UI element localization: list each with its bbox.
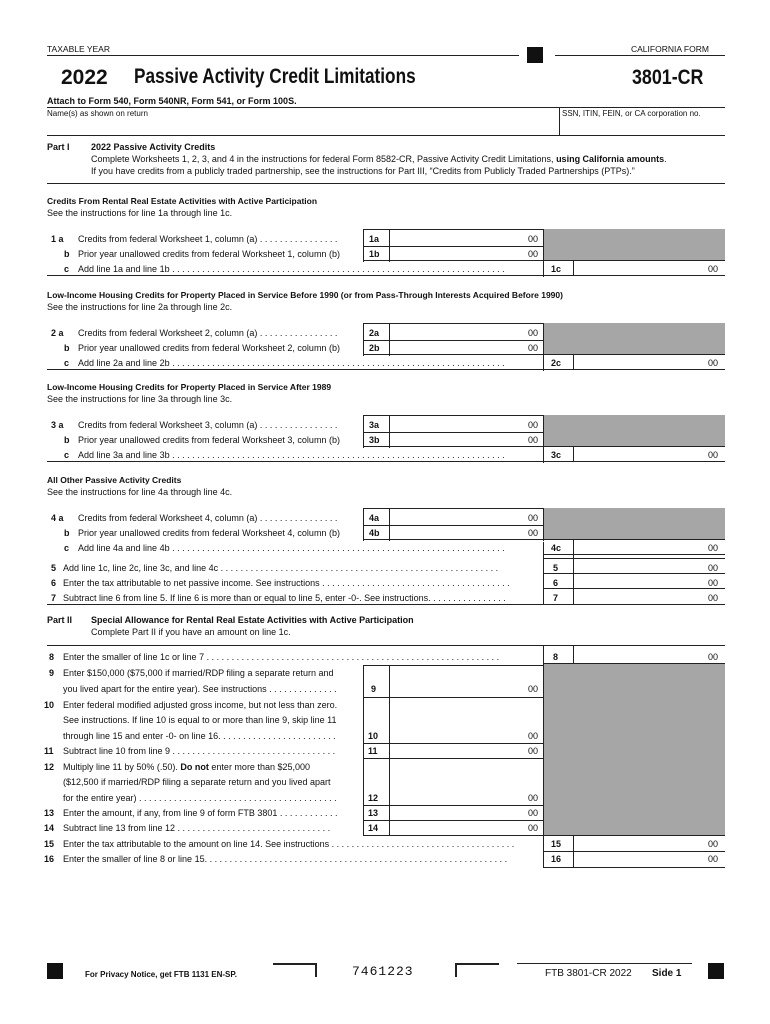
section3-shaded — [544, 415, 725, 447]
line6-number: 6 — [51, 578, 57, 588]
line1c-amount[interactable] — [575, 261, 697, 276]
section2-sub: See the instructions for line 2a through line 2c. — [47, 302, 233, 312]
line12-amount[interactable] — [392, 791, 516, 806]
line2b-amount[interactable] — [392, 341, 516, 356]
line3b-amount[interactable] — [392, 433, 516, 448]
line12-text-a: Multiply line 11 by 50% (.50). Do not enter more than $25,000 — [63, 762, 310, 772]
line10-box-label: 10 — [368, 731, 379, 741]
line1c-cents: 00 — [707, 264, 718, 274]
line10-text-a: Enter federal modified adjusted gross income, but not less than zero. — [63, 700, 338, 710]
section3-right-divider — [573, 446, 574, 462]
line1a-box-label: 1a — [369, 234, 380, 244]
line9-number: 9 — [49, 668, 55, 678]
line2b-cents: 00 — [527, 343, 538, 353]
line2c-amount[interactable] — [575, 355, 697, 370]
line13-text: Enter the amount, if any, from line 9 of form FTB 3801 . . . . . . . . . . . . — [63, 808, 338, 818]
line1a-text: Credits from federal Worksheet 1, column (a) . . . . . . . . . . . . . . . . — [78, 234, 338, 244]
form-title: Passive Activity Credit Limitations — [134, 65, 416, 88]
line3a-cents: 00 — [527, 420, 538, 430]
line10-amount[interactable] — [392, 729, 516, 744]
line1b-text: Prior year unallowed credits from federal Worksheet 1, column (b) — [78, 249, 340, 259]
rule-6-7 — [543, 588, 725, 589]
line4a-number: 4 a — [51, 513, 64, 523]
line16-box-label: 16 — [551, 854, 562, 864]
line3b-letter: b — [64, 435, 70, 445]
line16-amount[interactable] — [575, 852, 697, 867]
line14-cents: 00 — [527, 823, 538, 833]
line1a-number: 1 a — [51, 234, 64, 244]
line15-number: 15 — [44, 839, 55, 849]
footer-form-id: FTB 3801-CR 2022 — [545, 968, 632, 979]
line8-amount[interactable] — [575, 649, 697, 664]
part2-right-col-left — [543, 645, 544, 867]
line11-amount[interactable] — [392, 744, 516, 759]
line10-number: 10 — [44, 700, 55, 710]
mid-rule-top — [363, 665, 543, 666]
rule-5-6 — [543, 573, 725, 574]
form-number: 3801-CR — [632, 66, 704, 89]
part2-sub: Complete Part II if you have an amount on line 1c. — [91, 627, 291, 637]
line4c-amount[interactable] — [575, 540, 697, 555]
line13-box-label: 13 — [368, 808, 379, 818]
line13-number: 13 — [44, 808, 55, 818]
line11-cents: 00 — [527, 746, 538, 756]
line2c-cents: 00 — [707, 358, 718, 368]
line2c-text: Add line 2a and line 2b . . . . . . . . . . . . . . . . . . . . . . . . . . . . . . . . . . . . . . . . . . . . . . . . . . . . . . . . . . . . . . . . . . . — [78, 358, 505, 368]
line9-cents: 00 — [527, 684, 538, 694]
registration-mark — [527, 47, 543, 63]
names-top-rule — [47, 107, 725, 108]
line3a-text: Credits from federal Worksheet 3, column (a) . . . . . . . . . . . . . . . . — [78, 420, 338, 430]
line14-amount[interactable] — [392, 821, 516, 836]
tax-year: 2022 — [61, 66, 108, 89]
section1-shaded — [544, 229, 725, 261]
header-rule-right — [555, 55, 725, 56]
line7-text: Subtract line 6 from line 5. If line 6 is more than or equal to line 5, enter -0-. See instructions. . . . . . . . . . . . . . . . — [63, 593, 506, 603]
form-code: 7461223 — [352, 964, 414, 979]
line1c-box-label: 1c — [551, 264, 562, 274]
section4-heading: All Other Passive Activity Credits — [47, 475, 182, 485]
names-divider — [559, 107, 560, 135]
line5-text: Add line 1c, line 2c, line 3c, and line 4c . . . . . . . . . . . . . . . . . . . . . . . . . . . . . . . . . . . . . . . . . . . . . . . . . . . . . . . . — [63, 563, 499, 573]
line8-number: 8 — [49, 652, 55, 662]
line4b-letter: b — [64, 528, 70, 538]
line11-number: 11 — [44, 746, 54, 756]
section2-rule-top — [363, 323, 543, 324]
line8-cents: 00 — [707, 652, 718, 662]
footer-bracket-2-side — [455, 963, 457, 977]
part2-shaded-area — [544, 663, 725, 835]
section4-rule-top — [363, 508, 543, 509]
section1-rule-top — [363, 229, 543, 230]
line1b-amount[interactable] — [392, 247, 516, 262]
mid-col-divider — [389, 665, 390, 835]
line9-amount[interactable] — [392, 682, 516, 697]
header-rule-left — [47, 55, 519, 56]
mid-col-left — [363, 665, 364, 835]
line2a-cents: 00 — [527, 328, 538, 338]
part1-instructions-1: Complete Worksheets 1, 2, 3, and 4 in the instructions for federal Form 8582-CR, Passive Activity Credit Limitations, using California amounts. — [91, 154, 667, 164]
line3a-box-label: 3a — [369, 420, 380, 430]
line16-number: 16 — [44, 854, 55, 864]
line5-box-label: 5 — [553, 563, 559, 573]
line6-box-label: 6 — [553, 578, 559, 588]
line3c-cents: 00 — [707, 450, 718, 460]
line9-box-label: 9 — [371, 684, 377, 694]
line1c-text: Add line 1a and line 1b . . . . . . . . . . . . . . . . . . . . . . . . . . . . . . . . . . . . . . . . . . . . . . . . . . . . . . . . . . . . . . . . . . . — [78, 264, 505, 274]
part2-rule-16 — [543, 867, 725, 868]
line4c-cents: 00 — [707, 543, 718, 553]
line4a-text: Credits from federal Worksheet 4, column (a) . . . . . . . . . . . . . . . . — [78, 513, 338, 523]
line1b-box-label: 1b — [369, 249, 380, 259]
part2-rule-14 — [543, 835, 725, 836]
section1-sub: See the instructions for line 1a through line 1c. — [47, 208, 233, 218]
attach-text: Attach to Form 540, Form 540NR, Form 541, or Form 100S. — [47, 96, 297, 106]
part2-title: Special Allowance for Rental Real Estate Activities with Active Participation — [91, 615, 414, 625]
line2a-text: Credits from federal Worksheet 2, column (a) . . . . . . . . . . . . . . . . — [78, 328, 338, 338]
line16-cents: 00 — [707, 854, 718, 864]
line14-box-label: 14 — [368, 823, 379, 833]
section2-heading: Low-Income Housing Credits for Property Placed in Service Before 1990 (or from Pass-Through Interests Acquired Before 1990) — [47, 290, 563, 300]
part1-label: Part I — [47, 142, 70, 152]
footer-side: Side 1 — [652, 968, 682, 979]
section2-shaded — [544, 323, 725, 355]
line12-text-c: for the entire year) . . . . . . . . . . . . . . . . . . . . . . . . . . . . . . . . . . . . . . . . — [63, 793, 337, 803]
line12-number: 12 — [44, 762, 55, 772]
line3c-box-label: 3c — [551, 450, 562, 460]
line4b-amount[interactable] — [392, 526, 516, 541]
line2a-number: 2 a — [51, 328, 64, 338]
line12-box-label: 12 — [368, 793, 379, 803]
line12-text-b: ($12,500 if married/RDP filing a separate return and you lived apart — [63, 777, 331, 787]
line3c-text: Add line 3a and line 3b . . . . . . . . . . . . . . . . . . . . . . . . . . . . . . . . . . . . . . . . . . . . . . . . . . . . . . . . . . . . . . . . . . . — [78, 450, 505, 460]
section3-heading: Low-Income Housing Credits for Property Placed in Service After 1989 — [47, 382, 332, 392]
section2-right-divider — [573, 354, 574, 370]
line10-cents: 00 — [527, 731, 538, 741]
mid-rule-9 — [363, 697, 543, 698]
line4a-cents: 00 — [527, 513, 538, 523]
line1a-amount[interactable] — [392, 231, 516, 246]
line15-amount[interactable] — [575, 837, 697, 852]
footer-bracket-2-top — [455, 963, 499, 965]
line4a-box-label: 4a — [369, 513, 380, 523]
part2-rule — [47, 645, 725, 646]
line4c-letter: c — [64, 543, 70, 553]
line9-text-a: Enter $150,000 ($75,000 if married/RDP filing a separate return and — [63, 668, 334, 678]
section1-right-left — [543, 229, 544, 277]
section4-shaded — [544, 508, 725, 540]
line7-number: 7 — [51, 593, 57, 603]
line2c-letter: c — [64, 358, 70, 368]
line4c-box-label: 4c — [551, 543, 562, 553]
line2a-box-label: 2a — [369, 328, 380, 338]
line8-box-label: 8 — [553, 652, 559, 662]
section4-sub: See the instructions for line 4a through line 4c. — [47, 487, 233, 497]
ssn-input[interactable] — [563, 119, 727, 135]
taxable-year-label: TAXABLE YEAR — [47, 44, 110, 54]
section3-rule-top — [363, 415, 543, 416]
line3b-box-label: 3b — [369, 435, 380, 445]
privacy-notice: For Privacy Notice, get FTB 1131 EN-SP. — [85, 970, 237, 979]
line15-cents: 00 — [707, 839, 718, 849]
part1-rule — [47, 183, 725, 184]
line2a-amount[interactable] — [392, 325, 516, 340]
names-input[interactable] — [50, 119, 559, 135]
section1-right-divider — [573, 260, 574, 276]
footer-mark-left — [47, 963, 63, 979]
line3a-number: 3 a — [51, 420, 64, 430]
line5-number: 5 — [51, 563, 57, 573]
line10-text-c: through line 15 and enter -0- on line 16. . . . . . . . . . . . . . . . . . . . . . . . — [63, 731, 336, 741]
line1a-cents: 00 — [527, 234, 538, 244]
part1-bottom-rule — [47, 604, 725, 605]
footer-bracket-1-side — [315, 963, 317, 977]
part1-instructions-2: If you have credits from a publicly traded partnership, see the instructions for Part III, “Credits from Publicly Traded Partnerships (PTPs).” — [91, 166, 635, 176]
line3b-cents: 00 — [527, 435, 538, 445]
line5-cents: 00 — [707, 563, 718, 573]
line4b-text: Prior year unallowed credits from federal Worksheet 4, column (b) — [78, 528, 340, 538]
line6-text: Enter the tax attributable to net passive income. See instructions . . . . . . . . . . . . . . . . . . . . . . . . . . . . . . . . . . . . . . — [63, 578, 510, 588]
ssn-label: SSN, ITIN, FEIN, or CA corporation no. — [562, 109, 701, 118]
line7-amount[interactable] — [575, 590, 697, 605]
footer-right-rule — [517, 963, 692, 964]
section2-right-left — [543, 323, 544, 371]
part1-title: 2022 Passive Activity Credits — [91, 142, 216, 152]
line1c-letter: c — [64, 264, 70, 274]
line11-text: Subtract line 10 from line 9 . . . . . . . . . . . . . . . . . . . . . . . . . . . . . . . . . — [63, 746, 336, 756]
names-bottom-rule — [47, 135, 725, 136]
line4a-amount[interactable] — [392, 510, 516, 525]
part2-label: Part II — [47, 615, 73, 625]
line14-number: 14 — [44, 823, 55, 833]
line3b-text: Prior year unallowed credits from federal Worksheet 3, column (b) — [78, 435, 340, 445]
line13-amount[interactable] — [392, 806, 516, 821]
line7-cents: 00 — [707, 593, 718, 603]
line14-text: Subtract line 13 from line 12 . . . . . . . . . . . . . . . . . . . . . . . . . . . . . . . — [63, 823, 331, 833]
line16-text: Enter the smaller of line 8 or line 15. . . . . . . . . . . . . . . . . . . . . . . . . . . . . . . . . . . . . . . . . . . . . . . . . . . . . . . . . . . . . — [63, 854, 508, 864]
line3c-amount[interactable] — [575, 447, 697, 462]
line7-box-label: 7 — [553, 593, 559, 603]
line15-box-label: 15 — [551, 839, 562, 849]
line4c-text: Add line 4a and line 4b . . . . . . . . . . . . . . . . . . . . . . . . . . . . . . . . . . . . . . . . . . . . . . . . . . . . . . . . . . . . . . . . . . . — [78, 543, 505, 553]
line4b-cents: 00 — [527, 528, 538, 538]
section3-right-left — [543, 415, 544, 463]
line15-text: Enter the tax attributable to the amount on line 14. See instructions . . . . . . . . . . . . . . . . . . . . . . . . . . . . . . . . . . . . . — [63, 839, 515, 849]
line2b-box-label: 2b — [369, 343, 380, 353]
line10-text-b: See instructions. If line 10 is equal to or more than line 9, skip line 11 — [63, 715, 337, 725]
part2-right-col-div-top — [573, 645, 574, 663]
line3a-amount[interactable] — [392, 417, 516, 432]
line4b-box-label: 4b — [369, 528, 380, 538]
line9-text-b: you lived apart for the entire year). See instructions . . . . . . . . . . . . . . — [63, 684, 337, 694]
line11-box-label: 11 — [368, 746, 378, 756]
line2c-box-label: 2c — [551, 358, 562, 368]
line1b-cents: 00 — [527, 249, 538, 259]
line6-cents: 00 — [707, 578, 718, 588]
section4-right-left — [543, 508, 544, 541]
line12-cents: 00 — [527, 793, 538, 803]
names-label: Name(s) as shown on return — [47, 109, 148, 118]
california-form-label: CALIFORNIA FORM — [631, 44, 709, 54]
line2b-letter: b — [64, 343, 70, 353]
line3c-letter: c — [64, 450, 70, 460]
footer-mark-right — [708, 963, 724, 979]
section3-sub: See the instructions for line 3a through line 3c. — [47, 394, 233, 404]
rule-4c-5 — [543, 558, 725, 559]
line1b-letter: b — [64, 249, 70, 259]
line2b-text: Prior year unallowed credits from federal Worksheet 2, column (b) — [78, 343, 340, 353]
line13-cents: 00 — [527, 808, 538, 818]
line8-text: Enter the smaller of line 1c or line 7 . . . . . . . . . . . . . . . . . . . . . . . . . . . . . . . . . . . . . . . . . . . . . . . . . . . . . . . . . . . — [63, 652, 500, 662]
footer-bracket-1-top — [273, 963, 317, 965]
section1-heading: Credits From Rental Real Estate Activities with Active Participation — [47, 196, 318, 206]
